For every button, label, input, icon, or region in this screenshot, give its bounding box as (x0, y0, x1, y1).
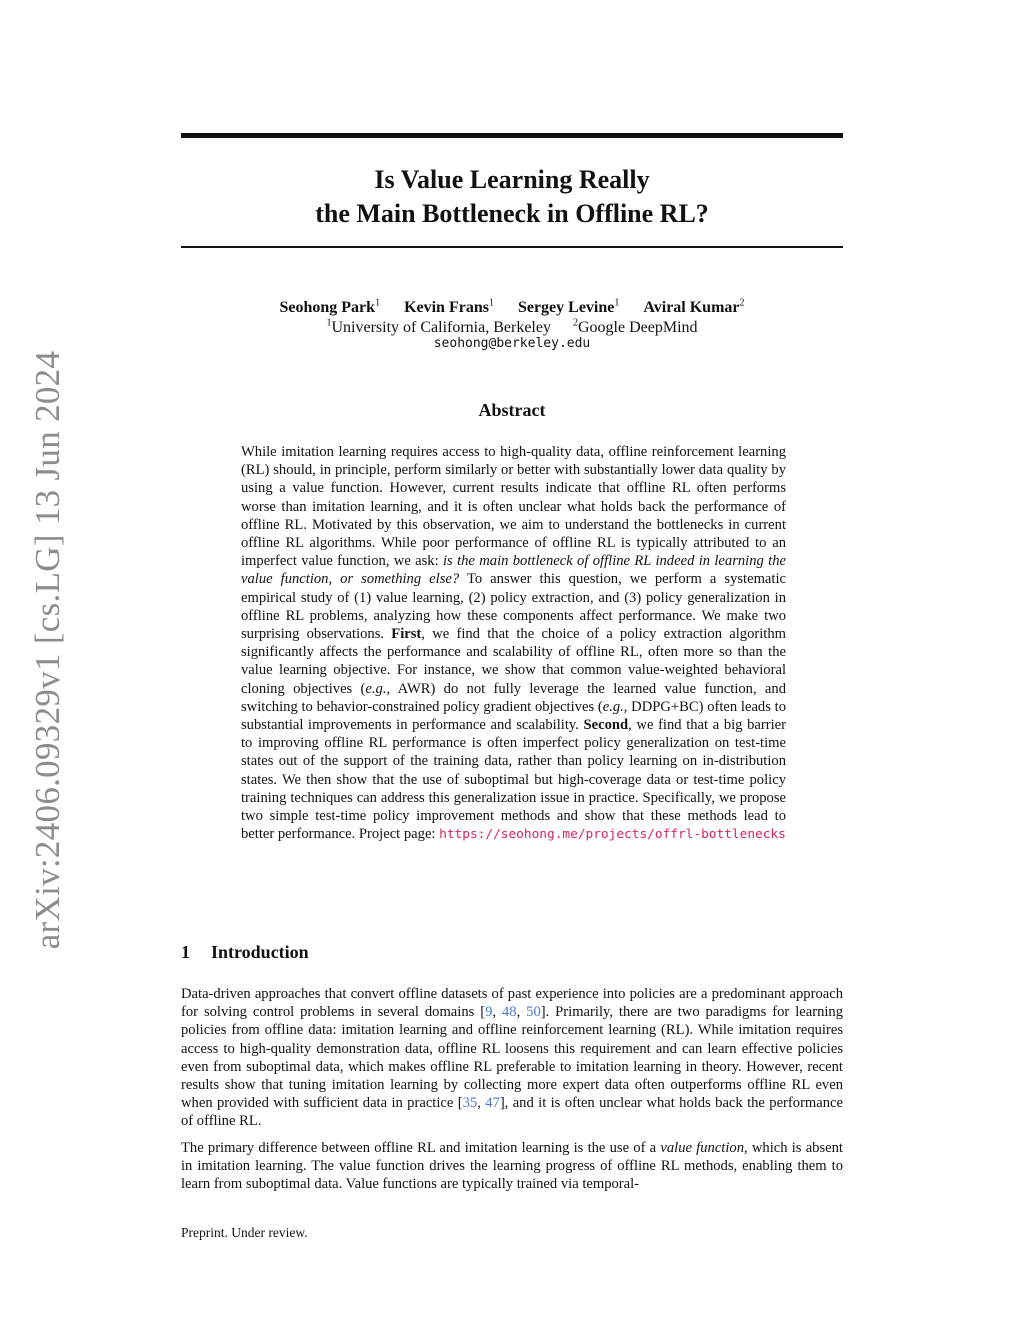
title-line-1: Is Value Learning Really (374, 165, 650, 194)
affiliation: $^1$University of California, Berkeley (326, 318, 551, 337)
citation-link[interactable]: 9 (485, 1004, 493, 1021)
affiliation: $^2$Google DeepMind (572, 318, 698, 337)
section-number: 1 (181, 942, 190, 962)
author: Sergey Levine$^1$ (517, 298, 620, 317)
citation-link[interactable]: 35 (462, 1095, 478, 1112)
introduction-body (181, 985, 843, 1201)
first-label: First (391, 626, 422, 643)
arxiv-stamp: arXiv:2406.09329v1 [cs.LG] 13 Jun 2024 (28, 350, 67, 950)
section-title: Introduction (211, 942, 309, 962)
author: Kevin Frans$^1$ (404, 298, 494, 317)
footer-note: Preprint. Under review. (181, 1225, 308, 1240)
intro-paragraph: The primary difference between offline RL and imitation learning is the use of a value function, which is absent in imitation learning. The value function drives the learning progress of offline RL methods, enabling them to learn from suboptimal data. Value functions are typically trained via temporal- (181, 1139, 843, 1193)
project-page-link[interactable]: https://seohong.me/projects/offrl-bottlenecks (439, 827, 786, 843)
citation-link[interactable]: 47 (485, 1095, 500, 1112)
citation-link[interactable]: 50 (526, 1004, 541, 1021)
abstract-question: is the main bottleneck of offline RL indeed in learning the value function, or something else? (241, 553, 786, 588)
author: Seohong Park$^1$ (279, 298, 381, 317)
abstract-text: While imitation learning requires access to high-quality data, offline reinforcement learning (RL) should, in principle, perform similarly or better with substantially lower data quality by using a value function. However, current results indicate that offline RL often performs worse than imitation learning, and it is often unclear what holds back the performance of offline RL. Motivated by this observation, we aim to understand the bottlenecks in current offline RL algorithms. While poor performance of offline RL is typically attributed to an imperfect value function, we ask: is the main bottleneck of offline RL indeed in learning the value function, or something else? To answer this question, we perform a systematic empirical study of (1) value learning, (2) policy extraction, and (3) policy generalization in offline RL problems, analyzing how these components affect performance. We make two surprising observations. First, we find that the choice of a policy extraction algorithm significantly affects the performance and scalability of offline RL, often more so than the value learning objective. For instance, we show that common value-weighted behavioral cloning objectives (e.g., AWR) do not fully leverage the learned value function, and switching to behavior-constrained policy gradient objectives (e.g., DDPG+BC) often leads to substantial improvements in performance and scalability. Second, we find that a big barrier to improving offline RL performance is often imperfect policy generalization on test-time states out of the support of the training data, rather than policy learning on in-distribution states. We then show that the use of suboptimal but high-coverage data or test-time policy training techniques can address this generalization issue in practice. Specifically, we propose two simple test-time policy improvement methods and show that these methods lead to better performance. Project page: https://seohong.me/projects/offrl-bottlenecks (241, 444, 786, 843)
title-top-rule (181, 133, 843, 138)
section-heading-introduction (181, 940, 309, 964)
paper-title (181, 163, 843, 231)
title-bottom-rule (181, 246, 843, 248)
author-email: seohong@berkeley.edu (433, 336, 591, 351)
intro-paragraph: Data-driven approaches that convert offline datasets of past experience into policies are a predominant approach for solving control problems in several domains [9, 48, 50]. Primarily, there are two paradigms for learning policies from offline data: imitation learning and offline reinforcement learning (RL). While imitation requires access to high-quality demonstration data, offline RL loosens this requirement and can learn effective policies even from suboptimal data, which makes offline RL preferable to imitation learning in theory. However, recent results show that tuning imitation learning by collecting more expert data often outperforms offline RL even when provided with sufficient data in practice [35, 47], and it is often unclear what holds back the performance of offline RL. (181, 986, 844, 1130)
abstract-heading: Abstract (478, 400, 546, 420)
citation-link[interactable]: 48 (501, 1004, 517, 1021)
title-line-2: the Main Bottleneck in Offline RL? (315, 199, 709, 228)
second-label: Second (583, 717, 629, 734)
author: Aviral Kumar$^2$ (643, 298, 745, 317)
